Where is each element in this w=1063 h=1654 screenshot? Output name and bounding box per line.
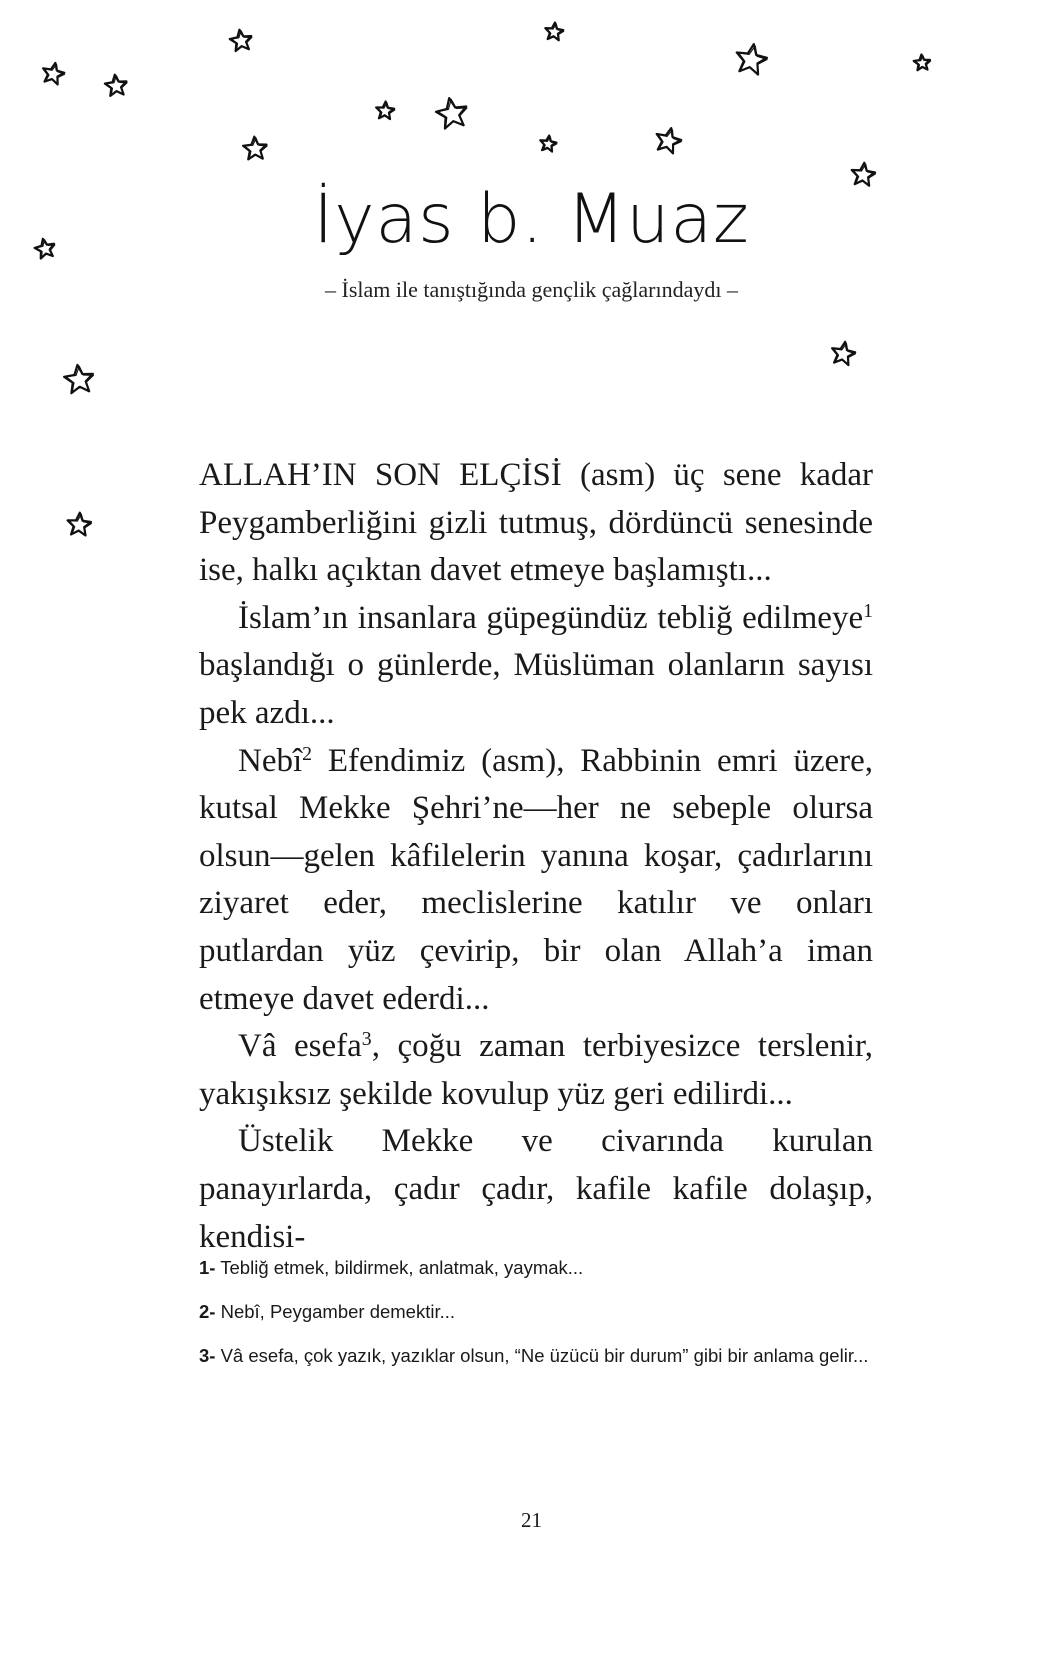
footnote-text: Vâ esefa, çok yazık, yazıklar olsun, “Ne üzücü bir durum” gibi bir anlama gelir... bbox=[220, 1345, 869, 1366]
footnote-ref-3: 3 bbox=[361, 1028, 372, 1051]
paragraph-text: Efendimiz (asm), Rabbinin emri üzere, kutsal Mekke Şehri’ne—her ne sebeple olursa olsun—gelen kâfilelerin yanına koşar, çadırlarını ziyaret eder, meclislerine katılır ve onları putlardan yüz çevirip, bir olan Allah’a iman etmeye davet ederdi... bbox=[199, 742, 873, 1017]
footnote-text: Tebliğ etmek, bildirmek, anlatmak, yaymak... bbox=[220, 1257, 584, 1278]
paragraph-text: Vâ esefa bbox=[238, 1028, 362, 1065]
footnotes bbox=[199, 1252, 873, 1384]
star-outline-icon bbox=[913, 54, 931, 72]
star-outline-icon bbox=[734, 43, 768, 77]
chapter-subtitle: – İslam ile tanıştığında gençlik çağlarındaydı – bbox=[325, 277, 738, 302]
footnote-ref-2: 2 bbox=[302, 742, 313, 765]
paragraph-3 bbox=[199, 738, 873, 1024]
star-outline-icon bbox=[539, 135, 557, 153]
star-outline-icon bbox=[435, 97, 469, 131]
footnote-3 bbox=[199, 1340, 873, 1372]
paragraph-text: Üstelik Mekke ve civarında kurulan panayırlarda, çadır çadır, kafile kafile dolaşıp, kendisi- bbox=[199, 1123, 873, 1255]
footnote-number: 2- bbox=[199, 1301, 216, 1322]
paragraph-5 bbox=[199, 1118, 873, 1261]
body-text bbox=[199, 452, 873, 1261]
paragraph-text: , çoğu zaman terbiyesizce terslenir, yakışıksız şekilde kovulup yüz geri edilirdi... bbox=[199, 1028, 873, 1112]
page-number: 21 bbox=[521, 1508, 542, 1532]
paragraph-2 bbox=[199, 595, 873, 738]
star-outline-icon bbox=[544, 22, 564, 42]
chapter-title: İyas b. Muaz bbox=[313, 180, 750, 259]
footnote-number: 3- bbox=[199, 1345, 216, 1366]
paragraph-1 bbox=[199, 452, 873, 595]
footnote-1 bbox=[199, 1252, 873, 1284]
star-outline-icon bbox=[375, 101, 395, 121]
paragraph-text: İslam’ın insanlara güpegündüz tebliğ edilmeye bbox=[238, 599, 864, 636]
star-outline-icon bbox=[63, 364, 95, 396]
star-outline-icon bbox=[104, 74, 128, 98]
paragraph-text: ALLAH’IN SON ELÇİSİ (asm) üç sene kadar Peygamberliğini gizli tutmuş, dördüncü senesinde ise, halkı açıktan davet etmeye başlamıştı... bbox=[199, 457, 873, 589]
star-outline-icon bbox=[66, 512, 92, 538]
footnote-number: 1- bbox=[199, 1257, 216, 1278]
star-outline-icon bbox=[830, 341, 856, 367]
footnote-2 bbox=[199, 1296, 873, 1328]
star-outline-icon bbox=[229, 29, 253, 53]
star-outline-icon bbox=[654, 127, 682, 155]
paragraph-4 bbox=[199, 1023, 873, 1118]
footnote-ref-1: 1 bbox=[863, 599, 873, 622]
paragraph-text: Nebî bbox=[238, 742, 303, 779]
footnote-text: Nebî, Peygamber demektir... bbox=[220, 1301, 456, 1322]
paragraph-text: başlandığı o günlerde, Müslüman olanların sayısı pek azdı... bbox=[199, 647, 873, 731]
star-outline-icon bbox=[41, 62, 65, 86]
star-outline-icon bbox=[242, 136, 268, 162]
